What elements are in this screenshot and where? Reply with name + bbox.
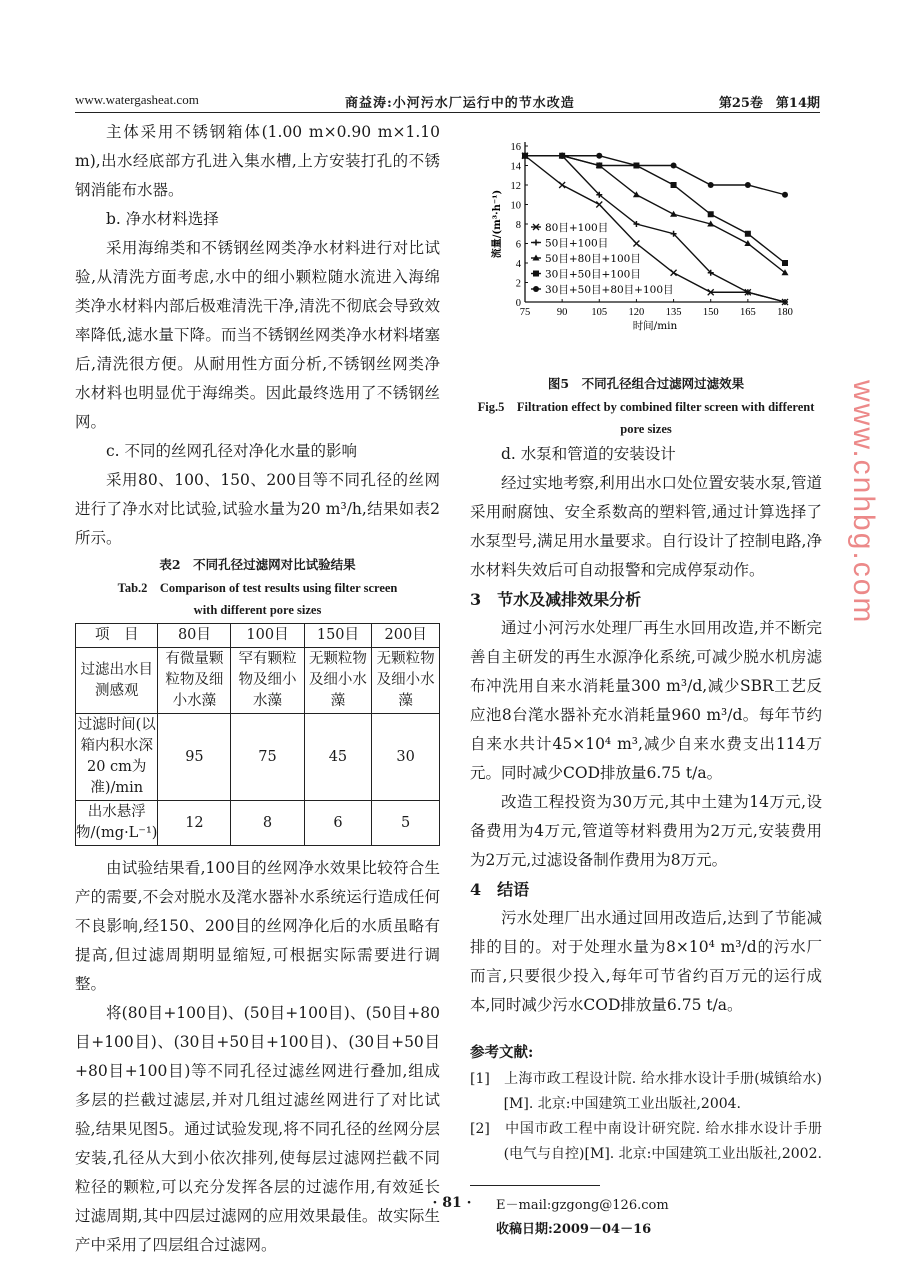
legend-label: 30目+50目+80目+100目 [545,284,674,296]
footnote-divider [470,1185,600,1186]
left-column [75,118,440,1260]
right-column [470,372,822,1242]
table-header-cell: 200目 [372,624,440,648]
data-point [522,153,528,159]
table-cell: 5 [372,801,440,846]
table-cell: 过滤时间(以箱内积水深20 cm为准)/min [76,714,158,801]
reference-item: [1] 上海市政工程设计院. 给水排水设计手册(城镇给水)[M]. 北京:中国建筑工业出版社,2004. [470,1071,822,1112]
data-point [671,163,677,169]
references-list [470,1067,822,1167]
received-date: 收稿日期:2009－04－16 [496,1222,652,1237]
marker-circle [596,153,602,159]
y-tick-label: 10 [510,200,521,212]
references-heading: 参考文献: [470,1044,534,1061]
table-header-cell: 项 目 [76,624,158,648]
paragraph: 将(80目+100目)、(50目+100目)、(50目+80目+100目)、(30目+50目+100目)、(30目+50目+80目+100目)等不同孔径过滤丝网进行叠加,组成多层的拦截过滤层,并对几组过滤丝网进行了对比试验,结果见图5。通过试验发现,将不同孔径的丝网分层安装,孔径从大到小依次排列,使每层过滤网拦截不同粒径的颗粒,可以充分发挥各层的过滤作用,有效延长过滤周期,其中四层过滤网的应用效果最佳。故实际生产中采用了四层组合过滤网。 [75,1004,440,1254]
marker-circle [671,163,677,169]
paragraph: 采用80、100、150、200目等不同孔径的丝网进行了净水对比试验,试验水量为20 m³/h,结果如表2所示。 [75,471,440,547]
x-tick-label: 75 [519,307,531,318]
data-point [596,202,602,208]
table-row [76,801,440,846]
legend-marker [533,271,539,277]
author-email: E－mail:gzgong@126.com [496,1198,669,1213]
table-cell: 95 [158,714,231,801]
x-tick-label: 150 [702,307,719,318]
legend-marker [533,240,539,246]
marker-circle [708,182,714,188]
paragraph: 通过小河污水处理厂再生水回用改造,并不断完善自主研发的再生水源净化系统,可减少脱水机房滤布冲洗用自来水消耗量300 m³/d,减少SBR工艺反应池8台滗水器补充水消耗量960 m³/d。每年节约自来水共计45×10⁴ m³,减少自来水费支出114万元。同时减少COD排放量6.75 t/a。 [470,619,822,782]
marker-square [671,182,677,188]
y-tick-label: 14 [510,161,521,173]
table-row [76,648,440,714]
subheading-b: b. 净水材料选择 [106,210,219,228]
marker-square [745,231,751,237]
data-point [596,153,602,159]
marker-x [596,202,602,208]
data-point [708,182,714,188]
header-title: 商益涛:小河污水厂运行中的节水改造 [345,96,575,111]
data-point [782,192,788,198]
section-heading-4: 4 结语 [470,880,530,899]
table-cell: 45 [304,714,372,801]
running-header [75,92,820,113]
subheading-d: d. 水泵和管道的安装设计 [501,445,676,463]
table-cell: 30 [372,714,440,801]
x-tick-label: 120 [628,307,645,318]
table-cell: 出水悬浮物/(mg·L⁻¹) [76,801,158,846]
legend-label: 50目+80目+100目 [545,253,641,265]
legend-label: 50目+100目 [545,237,609,250]
table-cell: 6 [304,801,372,846]
paragraph: 采用海绵类和不锈钢丝网类净水材料进行对比试验,从清洗方面考虑,水中的细小颗粒随水流进入海绵类净水材料内部后极难清洗干净,清洗不彻底会导致效率降低,滤水量下降。而当不锈钢丝网类净水材料堵塞后,清洗很方便。从耐用性方面分析,不锈钢丝网类净水材料也明显优于海绵类。因此最终选用了不锈钢丝网。 [75,239,440,431]
watermark: www.cnhbg.com [847,380,880,625]
marker-x [559,182,565,188]
table-cell: 罕有颗粒物及细小水藻 [231,648,304,714]
data-point [633,163,639,169]
marker-circle [633,163,639,169]
y-tick-label: 0 [515,298,521,309]
header-site: www.watergasheat.com [75,92,199,107]
section-heading-3: 3 节水及减排效果分析 [470,590,642,609]
x-tick-label: 180 [777,307,793,318]
marker-circle [559,153,565,159]
marker-square [596,163,602,169]
marker-square [708,211,714,217]
y-axis-label: 流量/(m³·h⁻¹) [492,189,503,259]
table-caption-cn: 表2 不同孔径过滤网对比试验结果 [159,557,356,572]
paragraph: 经过实地考察,利用出水口处位置安装水泵,管道采用耐腐蚀、安全系数高的塑料管,通过计算选择了水泵型号,满足用水量要求。自行设计了控制电路,净水材料失效后可自动报警和完成停泵动作。 [470,474,822,579]
legend-label: 30目+50目+100目 [545,268,641,281]
marker-circle [533,286,539,292]
y-tick-label: 8 [515,220,521,231]
data-point [596,163,602,169]
paragraph: 污水处理厂出水通过回用改造后,达到了节能减排的目的。对于处理水量为8×10⁴ m³/d的污水厂而言,只要很少投入,每年可节省约百万元的运行成本,同时减少污水COD排放量6.75 t/a。 [470,909,822,1014]
marker-circle [522,153,528,159]
y-tick-label: 12 [510,181,521,192]
legend-marker [533,286,539,292]
table-header-cell: 150目 [304,624,372,648]
data-point [745,231,751,237]
table-cell: 过滤出水目测感观 [76,648,158,714]
data-point [708,211,714,217]
table-cell: 无颗粒物及细小水藻 [372,648,440,714]
figure-caption-cn: 图5 不同孔径组合过滤网过滤效果 [547,376,745,391]
table-header-cell: 80目 [158,624,231,648]
table-cell: 12 [158,801,231,846]
x-tick-label: 105 [591,307,608,318]
y-tick-label: 6 [515,239,521,251]
x-tick-label: 90 [556,307,568,318]
marker-x [671,270,677,276]
paragraph: 改造工程投资为30万元,其中土建为14万元,设备费用为4万元,管道等材料费用为2万元,安装费用为2万元,过滤设备制作费用为8万元。 [470,793,822,869]
x-axis-label: 时间/min [632,320,678,332]
table-header-cell: 100目 [231,624,304,648]
page-number: · 81 · [432,1195,472,1211]
y-tick-label: 4 [515,259,521,270]
header-volume: 第25卷 第14期 [718,96,820,111]
reference-item: [2] 中国市政工程中南设计研究院. 给水排水设计手册(电气与自控)[M]. 北京:中国建筑工业出版社,2002. [470,1121,822,1162]
marker-square [533,271,539,277]
data-point [671,270,677,276]
figure-caption-en: Fig.5 Filtration effect by combined filter screen with different pore sizes [477,400,815,436]
results-table [75,623,440,846]
y-tick-label: 16 [510,142,521,153]
table-cell: 75 [231,714,304,801]
legend-label: 80目+100目 [545,222,609,234]
table-cell: 8 [231,801,304,846]
data-point [559,153,565,159]
x-tick-label: 165 [739,307,756,318]
data-point [671,182,677,188]
data-point [633,241,639,247]
table-row [76,714,440,801]
x-tick-label: 135 [665,307,682,318]
paragraph: 主体采用不锈钢箱体(1.00 m×0.90 m×1.10 m),出水经底部方孔进入集水槽,上方安装打孔的不锈钢消能布水器。 [75,123,440,199]
data-point [559,182,565,188]
subheading-c: c. 不同的丝网孔径对净化水量的影响 [106,442,358,460]
data-point [782,260,788,266]
table-caption-en: Tab.2 Comparison of test results using filter screen with different pore sizes [117,581,398,617]
table-cell: 无颗粒物及细小水藻 [304,648,372,714]
marker-x [633,241,639,247]
marker-circle [745,182,751,188]
paragraph: 由试验结果看,100目的丝网净水效果比较符合生产的需要,不会对脱水及滗水器补水系统运行造成任何不良影响,经150、200目的丝网净化后的水质虽略有提高,但过滤周期明显缩短,可根据实际需要进行调整。 [75,859,440,993]
marker-circle [782,192,788,198]
marker-square [782,260,788,266]
data-point [745,182,751,188]
table-header-row [76,624,440,648]
marker-plus [533,240,539,246]
y-tick-label: 2 [515,278,521,290]
figure5-line-chart [470,130,810,340]
table-cell: 有微量颗粒物及细小水藻 [158,648,231,714]
